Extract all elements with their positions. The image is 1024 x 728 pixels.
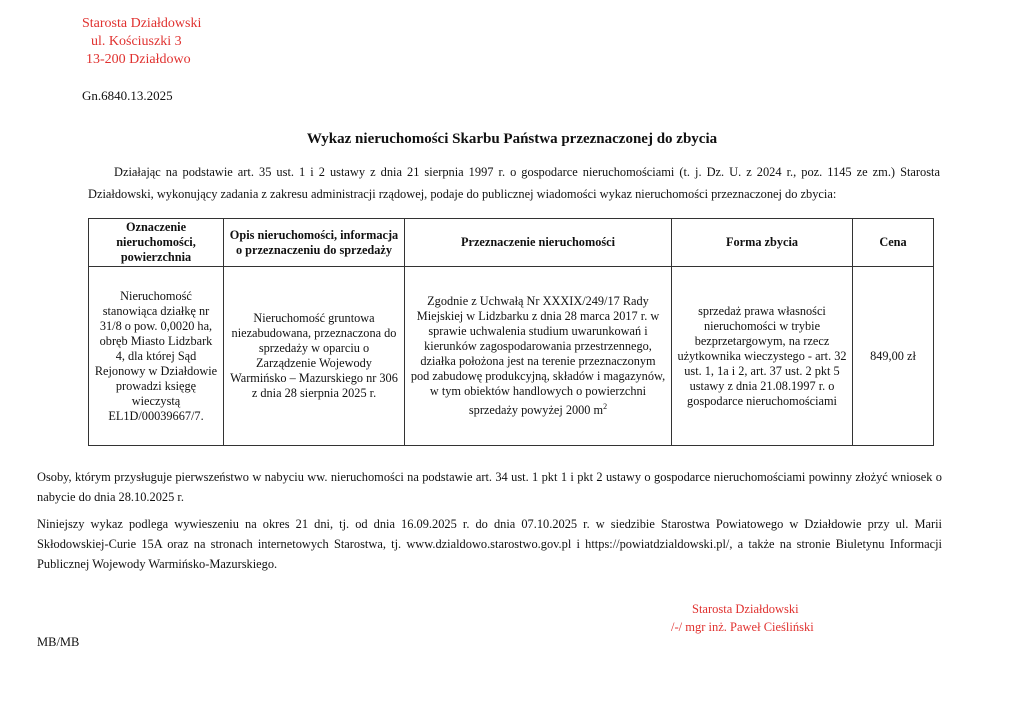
header-purpose: Przeznaczenie nieruchomości: [405, 219, 672, 267]
signature-block: [671, 600, 814, 636]
header-price: Cena: [853, 219, 934, 267]
intro-paragraph: [88, 161, 940, 205]
city-address: 13-200 Działdowo: [86, 52, 191, 67]
intro-text: Działając na podstawie art. 35 ust. 1 i 2 ustawy z dnia 21 sierpnia 1997 r. o gospodarce nieruchomościami (t. j. Dz. U. z 2024 r., poz. 1145 ze zm.) Starosta Działdowski, wykonujący zadania z zakresu administracji rządowej, podaje do publicznej wiadomości wykaz nieruchomości przeznaczonej do zbycia:: [88, 165, 940, 201]
office-name: Starosta Działdowski: [82, 16, 202, 31]
reference-number: Gn.6840.13.2025: [82, 88, 173, 103]
document-title: Wykaz nieruchomości Skarbu Państwa przeznaczonej do zbycia: [306, 131, 718, 147]
signature-name: /-/ mgr inż. Paweł Cieśliński: [671, 620, 814, 634]
priority-paragraph: Osoby, którym przysługuje pierwszeństwo w nabyciu ww. nieruchomości na podstawie art. 34 ust. 1 pkt 1 i pkt 2 ustawy o gospodarce nieruchomościami powinny złożyć wniosek o nabycie do dnia 28.10.2025 r.: [37, 470, 942, 504]
table-header-row: [89, 219, 934, 267]
signature-title: Starosta Działdowski: [692, 602, 799, 616]
cell-description: Nieruchomość gruntowa niezabudowana, przeznaczona do sprzedaży w oparciu o Zarządzenie Wojewody Warmińsko – Mazurskiego nr 306 z dnia 28 sierpnia 2025 r.: [224, 267, 405, 446]
header-designation: Oznaczenie nieruchomości, powierzchnia: [89, 219, 224, 267]
initials: MB/MB: [37, 635, 80, 649]
header-form: Forma zbycia: [672, 219, 853, 267]
purpose-text: Zgodnie z Uchwałą Nr XXXIX/249/17 Rady Miejskiej w Lidzbarku z dnia 28 marca 2017 r. w sprawie uchwalenia studium uwarunkowań i kierunków zagospodarowania przestrzennego, działka położona jest na terenie przeznaczonym pod zabudowę produkcyjną, składów i magazynów, w tym obiektów handlowych o powierzchni sprzedaży powyżej 2000 m: [410, 293, 666, 418]
purpose-superscript: 2: [603, 401, 608, 411]
cell-form: sprzedaż prawa własności nieruchomości w trybie bezprzetargowym, na rzecz użytkownika wieczystego - art. 32 ust. 1, 1a i 2, art. 37 ust. 2 pkt 5 ustawy z dnia 21.08.1997 r. o gospodarce nieruchomościami: [672, 267, 853, 446]
cell-designation: Nieruchomość stanowiąca działkę nr 31/8 o pow. 0,0020 ha, obręb Miasto Lidzbark 4, dla której Sąd Rejonowy w Działdowie prowadzi księgę wieczystą EL1D/00039667/7.: [89, 267, 224, 446]
table-row: [89, 267, 934, 446]
header-description: Opis nieruchomości, informacja o przeznaczeniu do sprzedaży: [224, 219, 405, 267]
sender-address: [82, 15, 201, 69]
street-address: ul. Kościuszki 3: [91, 34, 182, 49]
posting-paragraph: Niniejszy wykaz podlega wywieszeniu na okres 21 dni, tj. od dnia 16.09.2025 r. do dnia 07.10.2025 r. w siedzibie Starostwa Powiatowego w Działdowie przy ul. Marii Skłodowskiej-Curie 15A oraz na stronach internetowych Starostwa, tj. www.dzialdowo.starostwo.gov.pl i https://powiatdzialdowski.pl/, a także na stronie Biuletynu Informacji Publicznej Wojewody Warmińsko-Mazurskiego.: [37, 517, 942, 571]
cell-price: 849,00 zł: [853, 267, 934, 446]
cell-purpose: [405, 267, 672, 446]
property-table: [88, 218, 934, 446]
